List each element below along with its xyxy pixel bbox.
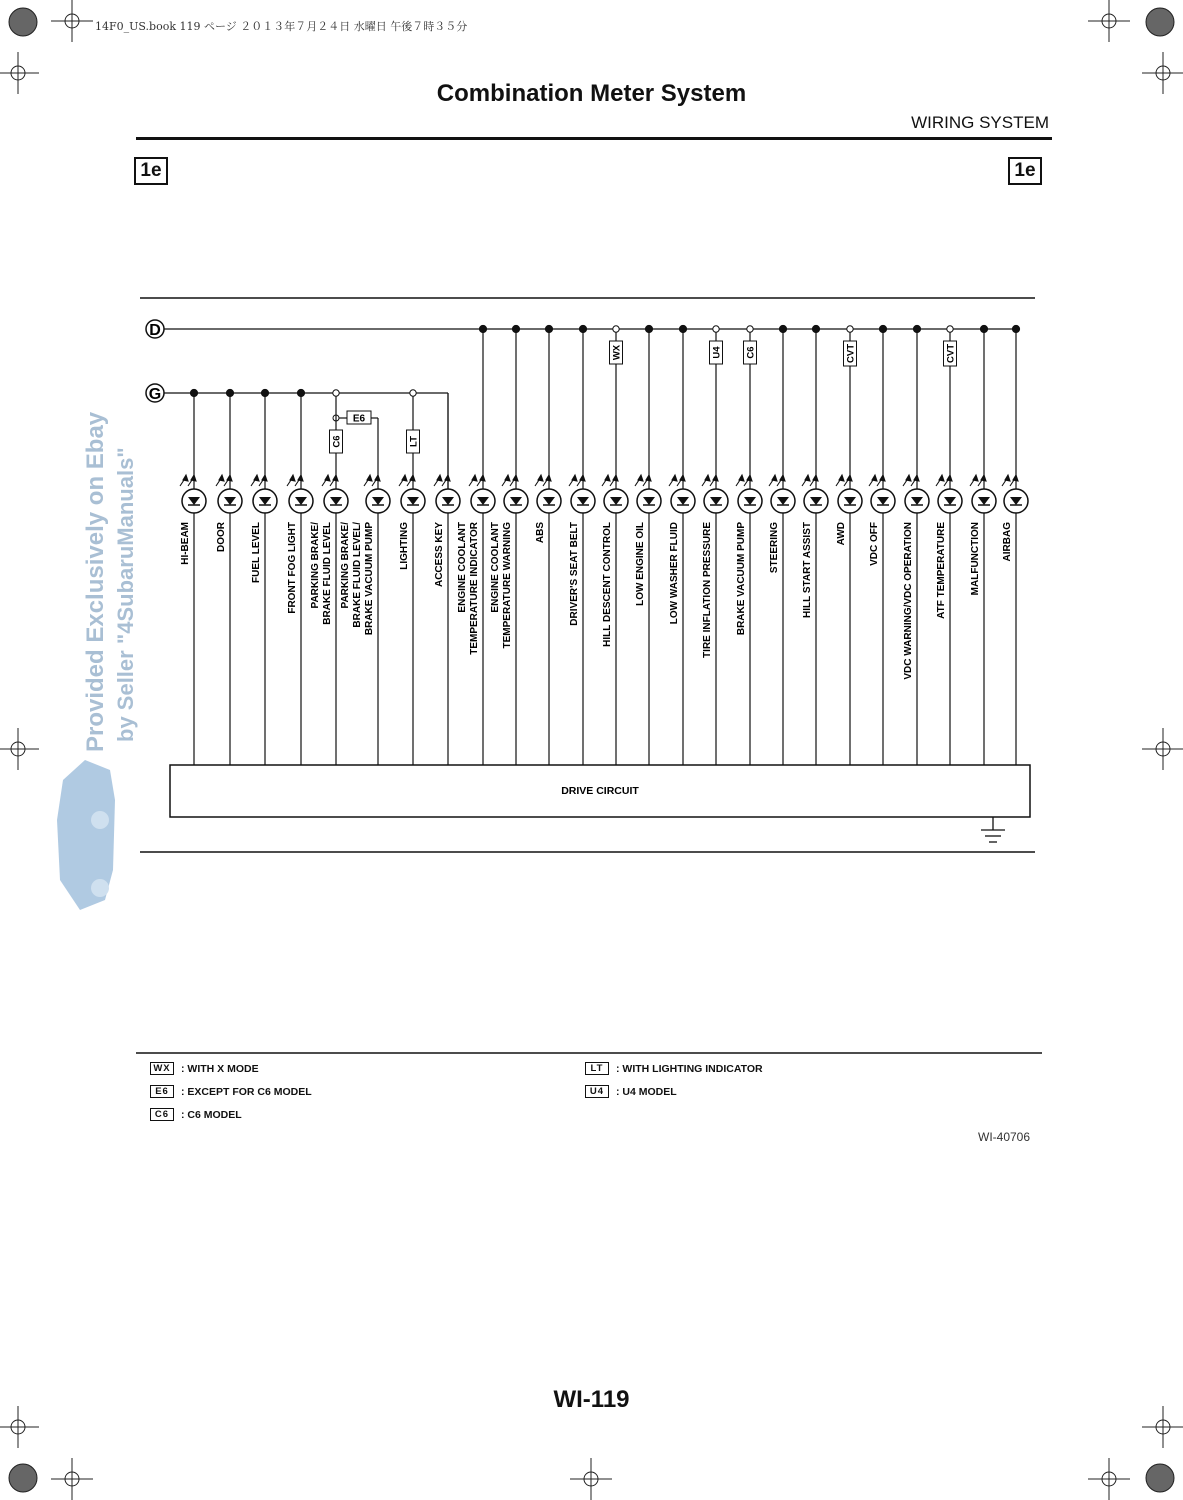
option-code-label: WX	[611, 344, 623, 361]
indicator-column	[836, 326, 862, 765]
splice-point	[779, 325, 786, 332]
legend-code: C6	[150, 1108, 174, 1121]
legend-text: : EXCEPT FOR C6 MODEL	[181, 1085, 312, 1098]
print-header: 14F0_US.book 119 ページ ２０１３年７月２４日 水曜日 午後７時３５分	[95, 20, 468, 33]
indicator-label: DRIVER'S SEAT BELT	[569, 522, 580, 626]
indicator-label: BRAKE VACUUM PUMP	[364, 522, 375, 636]
legend-item-wx	[150, 1062, 259, 1075]
indicator-label: TIRE INFLATION PRESSURE	[702, 522, 713, 658]
splice-point	[410, 390, 416, 396]
indicator-column	[802, 325, 828, 765]
indicator-label: TEMPERATURE WARNING	[502, 522, 513, 649]
legend-item-u4	[585, 1085, 677, 1098]
indicator-column	[569, 325, 595, 765]
indicator-column	[702, 326, 728, 765]
drive-circuit-label: DRIVE CIRCUIT	[561, 785, 639, 797]
indicator-label: HILL DESCENT CONTROL	[602, 522, 613, 647]
indicator-label: DOOR	[216, 522, 227, 552]
registration-mark-icon	[1088, 1458, 1130, 1500]
indicator-label: FUEL LEVEL	[251, 522, 262, 583]
bus-d-label: D	[149, 322, 161, 339]
splice-point	[947, 326, 953, 332]
splice-point	[613, 326, 619, 332]
option-code-label: U4	[711, 346, 723, 359]
indicator-column	[399, 390, 425, 765]
legend-text: : WITH LIGHTING INDICATOR	[616, 1062, 763, 1075]
indicator-column	[736, 326, 762, 765]
watermark-line1: Provided Exclusively on Ebay	[82, 411, 109, 752]
indicator-label: VDC OFF	[869, 522, 880, 566]
indicator-column	[869, 325, 895, 765]
splice-point	[747, 326, 753, 332]
splice-point	[879, 325, 886, 332]
indicator-column	[535, 325, 561, 765]
indicator-column	[970, 325, 996, 765]
indicator-column	[936, 326, 962, 765]
indicator-column	[635, 325, 661, 765]
splice-point	[847, 326, 853, 332]
indicator-column	[340, 475, 390, 765]
indicator-label: ENGINE COOLANT	[457, 522, 468, 613]
legend-code: U4	[585, 1085, 609, 1098]
indicator-label: BRAKE FLUID LEVEL/	[352, 522, 363, 628]
figure-id: WI-40706	[978, 1130, 1031, 1144]
splice-point	[679, 325, 686, 332]
option-code-label: LT	[408, 436, 420, 447]
splice-point	[190, 389, 197, 396]
watermark-line2: by Seller "4SubaruManuals"	[113, 447, 138, 742]
indicator-label: TEMPERATURE INDICATOR	[469, 522, 480, 655]
registration-mark-icon	[51, 1458, 93, 1500]
bus-g-label: G	[148, 386, 162, 403]
legend-rule	[136, 1051, 1042, 1055]
indicator-column	[180, 389, 206, 765]
legend-item-c6	[150, 1108, 242, 1121]
splice-point	[261, 389, 268, 396]
color-target-icon	[1146, 1464, 1174, 1492]
indicator-column	[216, 389, 242, 765]
splice-point	[1012, 325, 1019, 332]
indicator-label: ATF TEMPERATURE	[936, 522, 947, 619]
indicator-label: HI-BEAM	[180, 522, 191, 565]
connector-e6-label: E6	[352, 413, 366, 425]
legend-code: LT	[585, 1062, 609, 1075]
indicator-label: AIRBAG	[1002, 522, 1013, 562]
indicator-label: BRAKE FLUID LEVEL	[322, 522, 333, 625]
indicator-label: STEERING	[769, 522, 780, 574]
indicator-label: AWD	[836, 522, 847, 546]
option-code-label: C6	[745, 346, 757, 359]
indicator-label: MALFUNCTION	[970, 522, 981, 596]
indicator-column	[1002, 325, 1028, 765]
legend-text: : U4 MODEL	[616, 1085, 677, 1098]
splice-point	[545, 325, 552, 332]
splice-point	[333, 390, 339, 396]
page-tag-right: 1e	[1008, 157, 1042, 185]
splice-point	[479, 325, 486, 332]
legend-text: : WITH X MODE	[181, 1062, 259, 1075]
indicator-column	[490, 325, 528, 765]
option-code-label: CVT	[945, 344, 957, 363]
document-title: Combination Meter System	[436, 80, 747, 107]
legend-item-lt	[585, 1062, 763, 1075]
splice-point	[226, 389, 233, 396]
indicator-label: PARKING BRAKE/	[310, 522, 321, 609]
splice-point	[512, 325, 519, 332]
option-code-label: CVT	[845, 344, 857, 363]
page-number: WI-119	[553, 1386, 630, 1413]
legend-code: E6	[150, 1085, 174, 1098]
option-code-label: C6	[331, 435, 343, 448]
indicator-label: LIGHTING	[399, 522, 410, 570]
indicator-label: BRAKE VACUUM PUMP	[736, 522, 747, 636]
indicator-label: LOW WASHER FLUID	[669, 522, 680, 625]
indicator-label: ENGINE COOLANT	[490, 522, 501, 613]
indicator-label: PARKING BRAKE/	[340, 522, 351, 609]
indicator-label: HILL START ASSIST	[802, 522, 813, 618]
splice-point	[297, 389, 304, 396]
splice-point	[713, 326, 719, 332]
section-label: WIRING SYSTEM	[911, 113, 1049, 132]
indicator-column	[602, 326, 628, 765]
indicator-column	[669, 325, 695, 765]
splice-point	[645, 325, 652, 332]
color-target-icon	[9, 1464, 37, 1492]
splice-point	[913, 325, 920, 332]
ground-icon	[981, 817, 1005, 842]
indicator-column	[769, 325, 795, 765]
splice-point	[812, 325, 819, 332]
splice-point	[579, 325, 586, 332]
legend-text: : C6 MODEL	[181, 1108, 242, 1121]
indicator-label: VDC WARNING/VDC OPERATION	[903, 522, 914, 680]
indicator-label: FRONT FOG LIGHT	[287, 522, 298, 614]
indicator-column	[251, 389, 277, 765]
splice-point	[980, 325, 987, 332]
legend-code: WX	[150, 1062, 174, 1075]
indicator-label: ABS	[535, 522, 546, 544]
indicator-column	[903, 325, 929, 765]
page-tag-left: 1e	[134, 157, 168, 185]
indicator-label: ACCESS KEY	[434, 522, 445, 588]
indicator-label: LOW ENGINE OIL	[635, 522, 646, 606]
legend-item-e6	[150, 1085, 312, 1098]
registration-mark-icon	[570, 1458, 612, 1500]
